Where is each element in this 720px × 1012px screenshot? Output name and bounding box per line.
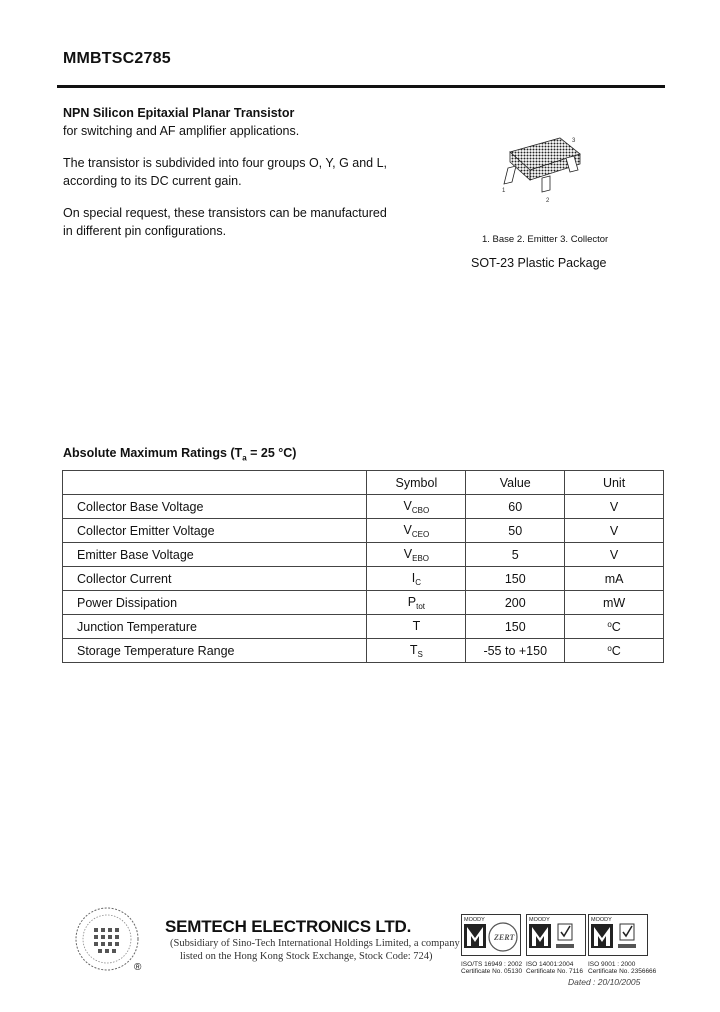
- cert-badge-iso14001: [526, 914, 586, 975]
- sot23-package-image: [490, 130, 600, 210]
- symbol-cell: $I_C$: [367, 567, 466, 591]
- unit-cell: V: [565, 495, 664, 519]
- svg-text:2: 2: [546, 198, 550, 204]
- parameter-cell: Junction Temperature: [63, 615, 367, 639]
- parameter-cell: Power Dissipation: [63, 591, 367, 615]
- unit-cell: mA: [565, 567, 664, 591]
- description-line1: for switching and AF amplifier applications.: [63, 124, 300, 138]
- table-row: [63, 591, 664, 615]
- svg-text:MOODY: MOODY: [591, 917, 612, 923]
- semtech-logo-icon: [74, 906, 140, 972]
- cert-number: Certificate No. 2356666: [588, 968, 657, 975]
- value-cell: 200: [466, 591, 565, 615]
- ratings-title: Absolute Maximum Ratings ($T_a = 25$ °C): [63, 446, 297, 463]
- symbol-cell: $V_{CEO}$: [367, 519, 466, 543]
- unit-cell: $^o$C: [565, 639, 664, 663]
- table-row: [63, 543, 664, 567]
- part-number-title: MMBTSC2785: [63, 50, 171, 67]
- svg-text:ZERT: ZERT: [494, 933, 515, 942]
- parameter-cell: Collector Emitter Voltage: [63, 519, 367, 543]
- value-cell: 150: [466, 615, 565, 639]
- cert-caption: ISO 9001 : 2000: [588, 961, 636, 968]
- table-header-row: [63, 471, 664, 495]
- moody-cert-icon: [461, 914, 521, 956]
- symbol-cell: $P_{tot}$: [367, 591, 466, 615]
- parameter-cell: Storage Temperature Range: [63, 639, 367, 663]
- subsidiary-line2: listed on the Hong Kong Stock Exchange, Stock Code: 724): [180, 951, 433, 962]
- description-pin-config: On special request, these transistors can be manufactured in different pin configurations.: [63, 206, 387, 238]
- description-groups: The transistor is subdivided into four groups O, Y, G and L, according to its DC current gain.: [63, 156, 388, 188]
- unit-cell: V: [565, 543, 664, 567]
- value-cell: 150: [466, 567, 565, 591]
- header-parameter: [63, 471, 367, 495]
- svg-text:MOODY: MOODY: [464, 917, 485, 923]
- dated-label: Dated : 20/10/2005: [568, 977, 641, 987]
- value-cell: 50: [466, 519, 565, 543]
- registered-mark: ®: [134, 962, 142, 973]
- value-cell: 5: [466, 543, 565, 567]
- cert-badge-ts16949: [461, 914, 523, 975]
- symbol-cell: $V_{CBO}$: [367, 495, 466, 519]
- parameter-cell: Collector Base Voltage: [63, 495, 367, 519]
- parameter-cell: Collector Current: [63, 567, 367, 591]
- svg-text:3: 3: [572, 138, 576, 144]
- table-row: [63, 615, 664, 639]
- cert-caption: ISO/TS 16949 : 2002: [461, 961, 523, 968]
- symbol-cell: $V_{EBO}$: [367, 543, 466, 567]
- table-row: [63, 639, 664, 663]
- header-symbol: Symbol: [367, 471, 466, 495]
- ratings-table: [62, 470, 664, 663]
- header-value: Value: [466, 471, 565, 495]
- symbol-cell: $T_S$: [367, 639, 466, 663]
- moody-cert-icon: [588, 914, 648, 956]
- svg-text:MOODY: MOODY: [529, 917, 550, 923]
- unit-cell: mW: [565, 591, 664, 615]
- pin-labels: 1. Base 2. Emitter 3. Collector: [482, 234, 609, 245]
- cert-caption: ISO 14001:2004: [526, 961, 574, 968]
- description: [63, 104, 393, 254]
- parameter-cell: Emitter Base Voltage: [63, 543, 367, 567]
- subsidiary-line1: (Subsidiary of Sino-Tech International Holdings Limited, a company: [170, 938, 460, 949]
- package-name: SOT-23 Plastic Package: [471, 256, 607, 270]
- svg-text:1: 1: [502, 188, 506, 194]
- company-name: SEMTECH ELECTRONICS LTD.: [165, 917, 412, 936]
- cert-number: Certificate No. 7116: [526, 968, 583, 975]
- table-row: [63, 567, 664, 591]
- header-rule: [57, 85, 665, 88]
- table-row: [63, 495, 664, 519]
- unit-cell: $^o$C: [565, 615, 664, 639]
- table-row: [63, 519, 664, 543]
- header-unit: Unit: [565, 471, 664, 495]
- cert-badge-iso9001: [588, 914, 657, 975]
- unit-cell: V: [565, 519, 664, 543]
- moody-cert-icon: [526, 914, 586, 956]
- symbol-cell: T: [367, 615, 466, 639]
- description-heading: NPN Silicon Epitaxial Planar Transistor: [63, 106, 295, 120]
- value-cell: 60: [466, 495, 565, 519]
- cert-number: Certificate No. 05130: [461, 968, 523, 975]
- value-cell: -55 to +150: [466, 639, 565, 663]
